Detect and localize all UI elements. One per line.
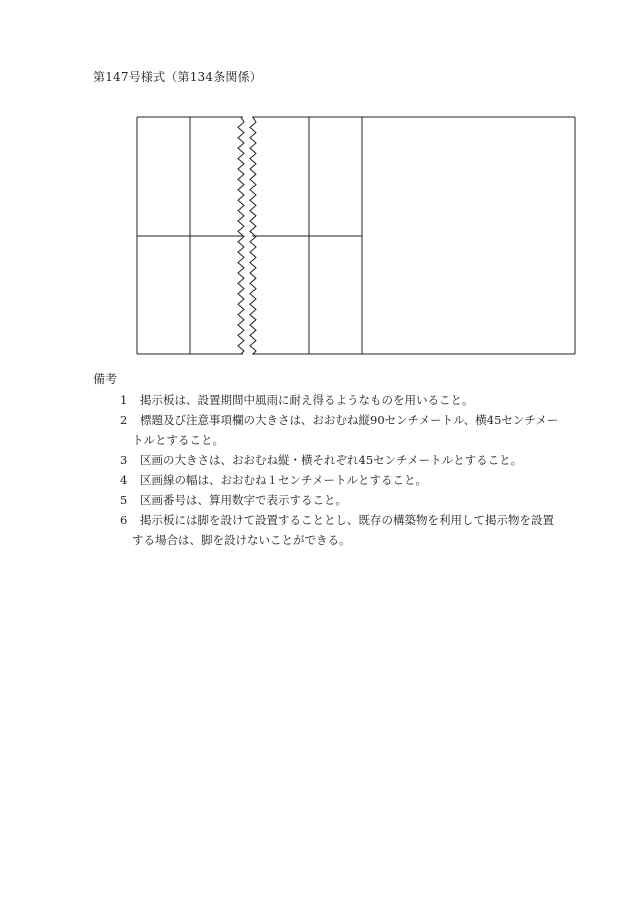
note-item	[120, 390, 560, 410]
note-text: 区画線の幅は、おおむね１センチメートルとすること。	[140, 473, 428, 487]
notes-list	[120, 390, 560, 550]
note-item	[120, 510, 560, 550]
form-title: 第147号様式（第134条関係）	[93, 70, 263, 84]
note-number: 1	[120, 393, 128, 407]
notes-heading: 備考	[93, 372, 118, 386]
note-number: 3	[120, 453, 128, 467]
note-item	[120, 490, 560, 510]
bulletin-board-diagram	[0, 0, 630, 370]
note-number: 2	[120, 413, 128, 427]
note-number: 5	[120, 493, 128, 507]
note-text: 掲示板には脚を設けて設置することとし、既存の構築物を利用して掲示物を設置 する場合は、脚を設けないことができる。	[132, 513, 554, 547]
note-text: 区画の大きさは、おおむね縦・横それぞれ45センチメートルとすること。	[140, 453, 523, 467]
note-number: 6	[120, 513, 128, 527]
note-item	[120, 450, 560, 470]
note-text: 標題及び注意事項欄の大きさは、おおむね縦90センチメートル、横45センチメー トルとすること。	[132, 413, 559, 447]
note-item	[120, 410, 560, 450]
note-text: 掲示板は、設置期間中風雨に耐え得るようなものを用いること。	[140, 393, 474, 407]
note-text: 区画番号は、算用数字で表示すること。	[140, 493, 347, 507]
note-item	[120, 470, 560, 490]
note-number: 4	[120, 473, 128, 487]
